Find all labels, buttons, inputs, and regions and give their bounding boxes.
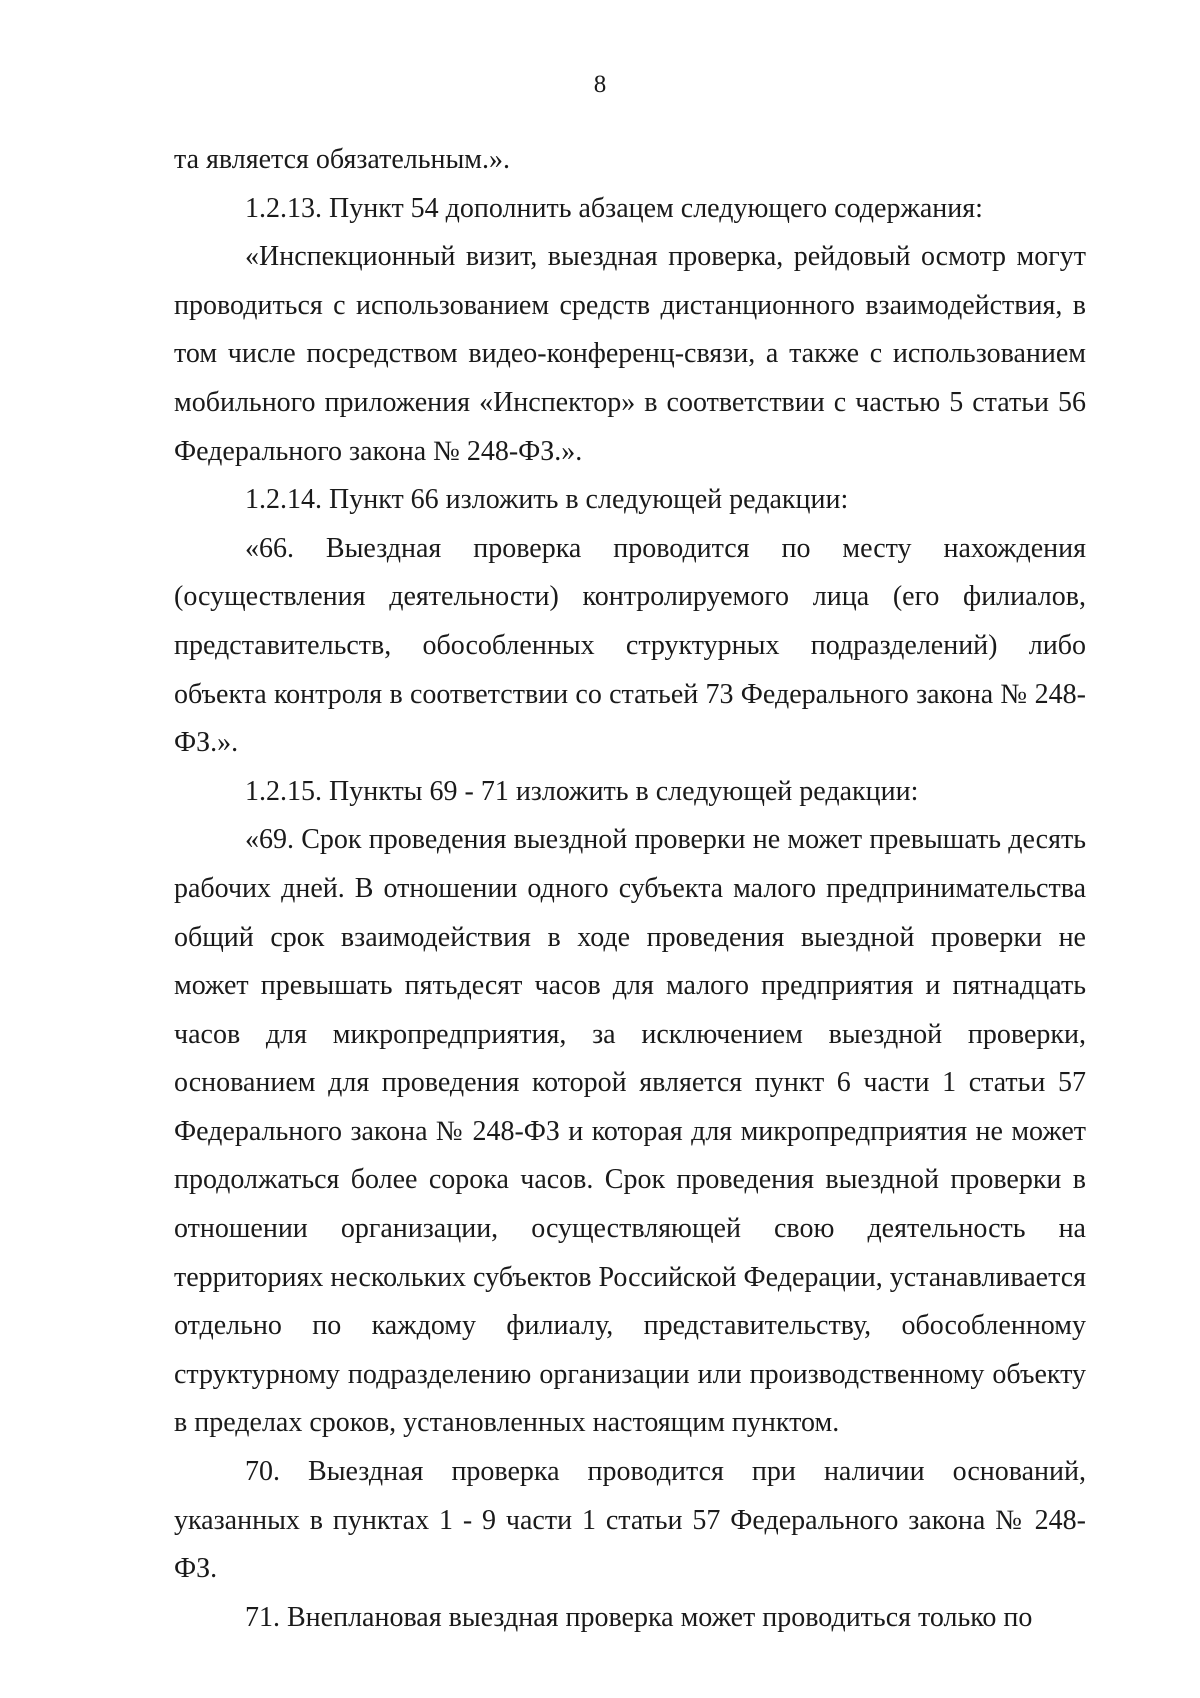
paragraph-item-1-2-13: 1.2.13. Пункт 54 дополнить абзацем следующего содержания: — [245, 192, 983, 224]
page-number: 8 — [593, 71, 607, 98]
paragraph-item-1-2-14: 1.2.14. Пункт 66 изложить в следующей редакции: — [245, 484, 849, 516]
paragraph-quote-69: «69. Срок проведения выездной проверки не может превышать десять рабочих дней. В отношении одного субъекта малого предпринимательства общий срок взаимодействия в ходе проведения выездной проверки не может превышать пятьдесят часов для малого предприятия и пятнадцать часов для микропредприятия, за исключением выездной проверки, основанием для проведения которой является пункт 6 части 1 статьи 57 Федерального закона № 248-ФЗ и которая для микропредприятия не может продолжаться более сорока часов. Срок проведения выездной проверки в отношении организации, осуществляющей свою деятельность на территориях нескольких субъектов Российской Федерации, устанавливается отдельно по каждому филиалу, представительству, обособленному структурному подразделению организации или производственному объекту в пределах сроков, установленных настоящим пунктом. — [174, 824, 1086, 1439]
document-body — [174, 136, 1086, 1642]
paragraph-quote-54: «Инспекционный визит, выездная проверка, рейдовый осмотр могут проводиться с использованием средств дистанционного взаимодействия, в том числе посредством видео-конференц-связи, а также с использованием мобильного приложения «Инспектор» в соответствии с частью 5 статьи 56 Федерального закона № 248-ФЗ.». — [174, 241, 1086, 467]
paragraph-item-1-2-15: 1.2.15. Пункты 69 - 71 изложить в следующей редакции: — [245, 775, 919, 807]
paragraph-continuation: та является обязательным.». — [174, 144, 511, 175]
paragraph-quote-66: «66. Выездная проверка проводится по месту нахождения (осуществления деятельности) контролируемого лица (его филиалов, представительств, обособленных структурных подразделений) либо объекта контроля в соответствии со статьей 73 Федерального закона № 248-ФЗ.». — [174, 532, 1086, 759]
paragraph-70: 70. Выездная проверка проводится при наличии оснований, указанных в пунктах 1 - 9 части 1 статьи 57 Федерального закона № 248-ФЗ. — [174, 1456, 1086, 1585]
paragraph-71: 71. Внеплановая выездная проверка может проводиться только по — [245, 1601, 1033, 1633]
